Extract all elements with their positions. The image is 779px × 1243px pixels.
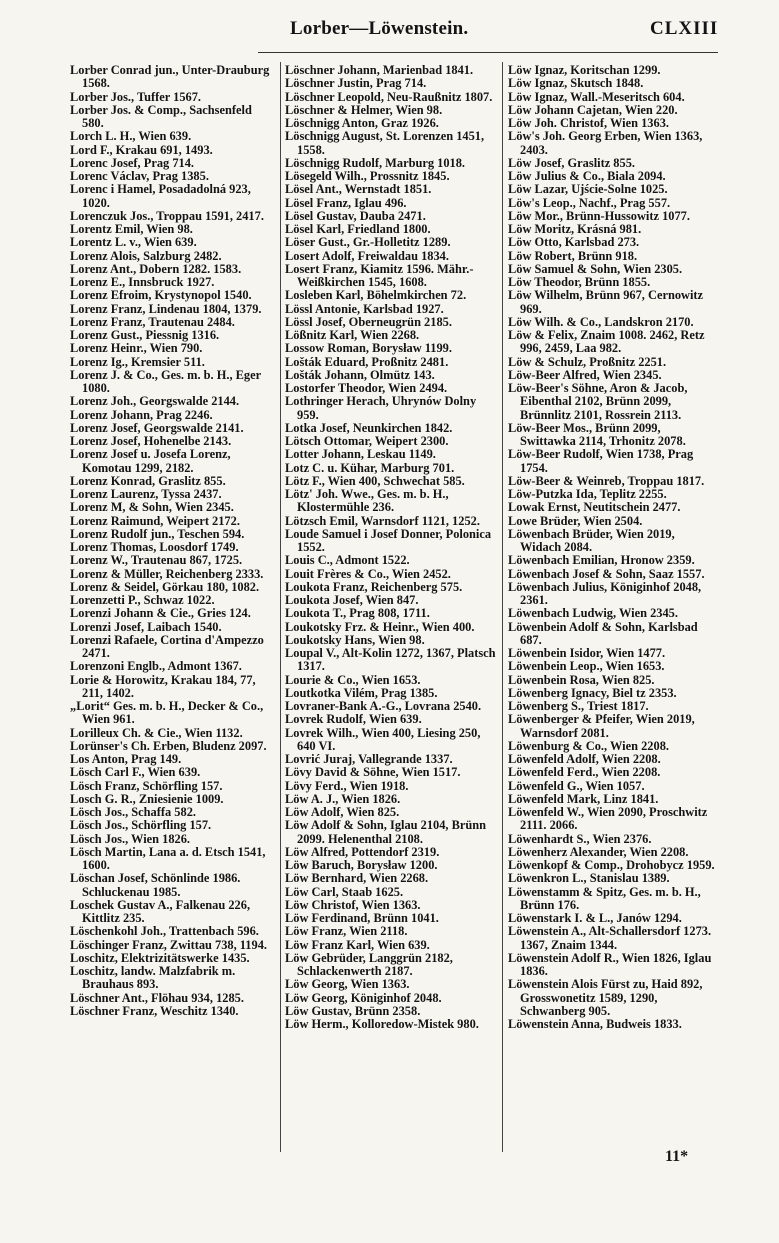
directory-entry: Löwenfeld Mark, Linz 1841. xyxy=(508,791,659,806)
directory-entry: Löschner & Helmer, Wien 98. xyxy=(285,102,443,117)
directory-entry: Lösch Martin, Lana a. d. Etsch 1541, 1600. xyxy=(70,844,266,872)
directory-entry: Lorünser's Ch. Erben, Bludenz 2097. xyxy=(70,738,267,753)
directory-entry: Lorenz Rudolf jun., Teschen 594. xyxy=(70,526,245,541)
column-1 xyxy=(70,64,274,1164)
directory-entry: Löwenstein Adolf R., Wien 1826, Iglau 1836. xyxy=(508,950,712,978)
directory-entry: Lösch Jos., Wien 1826. xyxy=(70,831,191,846)
directory-entry: Lorenz Ig., Kremsier 511. xyxy=(70,354,205,369)
directory-entry: Losch G. R., Zniesienie 1009. xyxy=(70,791,224,806)
directory-entry: Löw-Putzka Ida, Teplitz 2255. xyxy=(508,487,667,501)
directory-entry: Löw Franz Karl, Wien 639. xyxy=(285,937,430,952)
directory-entry: Loupal V., Alt-Kolin 1272, 1367, Platsch 1317. xyxy=(285,646,496,674)
directory-entry: Löschner Franz, Weschitz 1340. xyxy=(70,1003,239,1018)
directory-entry: Losleben Karl, Böhelmkirchen 72. xyxy=(285,288,467,303)
directory-entry: Löw-Beer & Weinreb, Troppau 1817. xyxy=(508,473,705,488)
directory-entry: Lošták Johann, Olmütz 143. xyxy=(285,367,435,382)
directory-entry: Lossow Roman, Borysław 1199. xyxy=(285,341,452,356)
directory-entry: Löw-Beer's Söhne, Aron & Jacob, Eibenthal 2102, Brünn 2099, Brünnlitz 2101, Rossrein 2113. xyxy=(508,381,688,422)
directory-entry: Lösch Jos., Schaffa 582. xyxy=(70,805,196,819)
directory-entry: Loukota T., Prag 808, 1711. xyxy=(285,606,430,621)
directory-entry: Löw Ferdinand, Brünn 1041. xyxy=(285,911,439,925)
directory-entry: Lorenc Václav, Prag 1385. xyxy=(70,169,209,183)
directory-entry: Löw-Beer Mos., Brünn 2099, Swittawka 2114, Trhonitz 2078. xyxy=(508,420,686,448)
directory-entry: Lösel Karl, Friedland 1800. xyxy=(285,222,431,236)
directory-entry: Löschnigg Rudolf, Marburg 1018. xyxy=(285,155,466,170)
directory-entry: Lorber Conrad jun., Unter-Drauburg 1568. xyxy=(70,64,270,91)
directory-entry: Löw & Schulz, Proßnitz 2251. xyxy=(508,354,667,369)
directory-entry: Löw Herm., Kolloredow-Mistek 980. xyxy=(285,1017,479,1031)
directory-entry: Lorenz Gust., Piessnig 1316. xyxy=(70,328,220,342)
directory-entry: Löw Carl, Staab 1625. xyxy=(285,884,404,899)
directory-entry: Löwenbach Emilian, Hronow 2359. xyxy=(508,553,695,568)
directory-entry: Löw Josef, Graslitz 855. xyxy=(508,155,635,170)
directory-entry: Löwenstein A., Alt-Schallersdorf 1273. 1367, Znaim 1344. xyxy=(508,924,712,952)
directory-entry: Löw Mor., Brünn-Hussowitz 1077. xyxy=(508,208,690,223)
directory-entry: Löschner Justin, Prag 714. xyxy=(285,76,427,91)
running-title: Lorber—Löwenstein. xyxy=(290,18,469,39)
directory-entry: Lössl Antonie, Karlsbad 1927. xyxy=(285,301,444,316)
directory-entry: Lothringer Herach, Uhrynów Dolny 959. xyxy=(285,394,477,422)
directory-entry: Löw Franz, Wien 2118. xyxy=(285,924,408,939)
directory-entry: Löw Johann Cajetan, Wien 220. xyxy=(508,102,678,117)
directory-entry: Lord F., Krakau 691, 1493. xyxy=(70,142,213,157)
directory-entry: Löwenstamm & Spitz, Ges. m. b. H., Brünn 176. xyxy=(508,884,701,912)
directory-entry: Löw A. J., Wien 1826. xyxy=(285,791,401,806)
directory-entry: Löwenberg Ignacy, Biel tz 2353. xyxy=(508,685,677,700)
directory-entry: Lovrić Juraj, Vallegrande 1337. xyxy=(285,752,453,766)
directory-entry: Lorenz M, & Sohn, Wien 2345. xyxy=(70,500,234,515)
directory-entry: Löschnigg Anton, Graz 1926. xyxy=(285,116,439,130)
directory-entry: Lorenz Konrad, Graslitz 855. xyxy=(70,473,226,488)
directory-entry: Lorenzi Josef, Laibach 1540. xyxy=(70,619,222,634)
signature-mark: 11* xyxy=(665,1148,689,1165)
directory-entry: Löw Robert, Brünn 918. xyxy=(508,248,638,263)
directory-entry: Lötz F., Wien 400, Schwechat 585. xyxy=(285,473,465,488)
directory-entry: Lorenz & Müller, Reichenberg 2333. xyxy=(70,566,264,581)
directory-entry: Löw Samuel & Sohn, Wien 2305. xyxy=(508,261,683,276)
directory-entry: Lorenz Alois, Salzburg 2482. xyxy=(70,248,222,263)
directory-entry: Löwenkron L., Stanislau 1389. xyxy=(508,871,670,886)
directory-entry: Loude Samuel i Josef Donner, Polonica 1552. xyxy=(285,526,492,554)
directory-entry: Löschinger Franz, Zwittau 738, 1194. xyxy=(70,937,267,952)
directory-entry: Lorenz Josef, Georgswalde 2141. xyxy=(70,420,244,435)
directory-entry: Lorenz J. & Co., Ges. m. b. H., Eger 1080. xyxy=(70,367,261,395)
directory-entry: Lötz' Joh. Wwe., Ges. m. b. H., Klostermühle 236. xyxy=(285,487,449,515)
directory-entry: Löw's Leop., Nachf., Prag 557. xyxy=(508,195,671,210)
directory-entry: Löw Alfred, Pottendorf 2319. xyxy=(285,844,440,859)
directory-entry: Lorch L. H., Wien 639. xyxy=(70,129,192,144)
directory-entry: Löwenberger & Pfeifer, Wien 2019, Warnsdorf 2081. xyxy=(508,712,695,740)
directory-entry: Loschitz, landw. Malzfabrik m. Brauhaus 893. xyxy=(70,964,236,992)
directory-entry: Lorenz Franz, Lindenau 1804, 1379. xyxy=(70,301,262,316)
directory-entry: Löschenkohl Joh., Trattenbach 596. xyxy=(70,924,259,939)
directory-entry: Lorie & Horowitz, Krakau 184, 77, 211, 1402. xyxy=(70,672,256,700)
directory-entry: Löw Wilh. & Co., Landskron 2170. xyxy=(508,314,694,329)
directory-entry: Löschner Johann, Marienbad 1841. xyxy=(285,64,474,77)
directory-entry: Löw Ignaz, Skutsch 1848. xyxy=(508,76,644,91)
directory-entry: Lorenz Efroim, Krystynopol 1540. xyxy=(70,288,252,303)
directory-entry: Löw-Beer Rudolf, Wien 1738, Prag 1754. xyxy=(508,447,694,475)
directory-entry: Lorilleux Ch. & Cie., Wien 1132. xyxy=(70,725,243,740)
directory-entry: Lorentz L. v., Wien 639. xyxy=(70,235,197,250)
directory-entry: Loutkotka Vilém, Prag 1385. xyxy=(285,685,438,700)
directory-entry: Löwenstein Anna, Budweis 1833. xyxy=(508,1017,682,1031)
directory-entry: Löwenfeld G., Wien 1057. xyxy=(508,778,645,793)
directory-entry: Löw Moritz, Krásná 981. xyxy=(508,222,642,236)
directory-entry: Löwenstark I. & L., Janów 1294. xyxy=(508,911,682,925)
directory-entry: Löw Otto, Karlsbad 273. xyxy=(508,235,640,250)
directory-entry: Lorenz Raimund, Weipert 2172. xyxy=(70,513,240,528)
directory-entry: Lostorfer Theodor, Wien 2494. xyxy=(285,381,448,395)
directory-entry: Lorenz Joh., Georgswalde 2144. xyxy=(70,394,240,409)
column-divider xyxy=(280,62,281,1152)
directory-entry: Lössl Josef, Oberneugrün 2185. xyxy=(285,314,452,329)
directory-entry: Löw Georg, Königinhof 2048. xyxy=(285,990,442,1005)
directory-entry: Louis C., Admont 1522. xyxy=(285,553,410,568)
directory-entry: Lorenz Thomas, Loosdorf 1749. xyxy=(70,540,239,554)
directory-entry: Lorenz E., Innsbruck 1927. xyxy=(70,275,215,289)
directory-entry: Löwenfeld Ferd., Wien 2208. xyxy=(508,765,661,780)
directory-entry: Lorber Jos., Tuffer 1567. xyxy=(70,89,202,104)
column-divider xyxy=(502,62,503,1152)
directory-entry: Löw Gustav, Brünn 2358. xyxy=(285,1003,421,1018)
directory-entry: Lötsch Ottomar, Weipert 2300. xyxy=(285,434,449,448)
directory-entry: Lorenz Franz, Trautenau 2484. xyxy=(70,314,235,329)
directory-entry: Lošták Eduard, Proßnitz 2481. xyxy=(285,354,449,369)
directory-entry: Lorenczuk Jos., Troppau 1591, 2417. xyxy=(70,208,264,223)
directory-entry: Löw Julius & Co., Biala 2094. xyxy=(508,169,666,183)
directory-entry: Lötzsch Emil, Warnsdorf 1121, 1252. xyxy=(285,513,480,528)
directory-entry: Löwenstein Alois Fürst zu, Haid 892, Grosswonetitz 1589, 1290, Schwanberg 905. xyxy=(508,977,703,1018)
directory-entry: Loschek Gustav A., Falkenau 226, Kittlitz 235. xyxy=(70,897,251,925)
directory-entry: Lovrek Wilh., Wien 400, Liesing 250, 640 VI. xyxy=(285,725,481,753)
directory-entry: Löwenbach Julius, Königinhof 2048, 2361. xyxy=(508,579,702,607)
directory-entry: Lotz C. u. Kühar, Marburg 701. xyxy=(285,460,455,475)
directory-entry: Lowe Brüder, Wien 2504. xyxy=(508,513,643,528)
page-header xyxy=(0,10,779,50)
directory-entry: Löwenburg & Co., Wien 2208. xyxy=(508,738,669,753)
column-2 xyxy=(285,64,497,1164)
directory-entry: Lowak Ernst, Neutitschein 2477. xyxy=(508,500,681,515)
directory-entry: Löw Georg, Wien 1363. xyxy=(285,977,410,992)
directory-entry: Lorenz Josef, Hohenelbe 2143. xyxy=(70,434,232,448)
directory-entry: Lösel Ant., Wernstadt 1851. xyxy=(285,182,432,197)
directory-entry: Lorentz Emil, Wien 98. xyxy=(70,222,193,236)
directory-entry: Lorenz Josef u. Josefa Lorenz, Komotau 1299, 2182. xyxy=(70,447,231,475)
directory-entry: Löwenfeld Adolf, Wien 2208. xyxy=(508,752,661,766)
directory-entry: Loukota Josef, Wien 847. xyxy=(285,593,419,607)
directory-entry: Löwenhardt S., Wien 2376. xyxy=(508,831,652,846)
directory-entry: Lorenc Josef, Prag 714. xyxy=(70,155,194,170)
directory-entry: Löw Bernhard, Wien 2268. xyxy=(285,871,429,886)
column-3 xyxy=(508,64,716,1164)
directory-entry: Löschan Josef, Schönlinde 1986. Schluckenau 1985. xyxy=(70,871,241,899)
directory-entry: Löwenbach Josef & Sohn, Saaz 1557. xyxy=(508,566,705,581)
directory-entry: Lorenzoni Englb., Admont 1367. xyxy=(70,659,242,674)
directory-entry: Löw Gebrüder, Langgrün 2182, Schlackenwerth 2187. xyxy=(285,950,453,978)
directory-entry: Löwenbein Isidor, Wien 1477. xyxy=(508,646,666,660)
directory-entry: Lorenz Johann, Prag 2246. xyxy=(70,407,213,422)
directory-entry: Lösch Carl F., Wien 639. xyxy=(70,765,201,780)
directory-entry: Lotter Johann, Leskau 1149. xyxy=(285,447,436,462)
directory-entry: Löw Theodor, Brünn 1855. xyxy=(508,275,651,289)
directory-entry: Lovrek Rudolf, Wien 639. xyxy=(285,712,422,727)
directory-entry: Lösch Jos., Schörfling 157. xyxy=(70,818,212,833)
directory-entry: Lorenz & Seidel, Görkau 180, 1082. xyxy=(70,579,260,594)
directory-entry: Löw Baruch, Borysław 1200. xyxy=(285,858,438,872)
directory-entry: Lösel Gustav, Dauba 2471. xyxy=(285,208,426,223)
directory-entry: Löwenbein Adolf & Sohn, Karlsbad 687. xyxy=(508,619,698,647)
directory-entry: Löw Ignaz, Wall.-Meseritsch 604. xyxy=(508,89,685,104)
directory-entry: Löw Wilhelm, Brünn 967, Cernowitz 969. xyxy=(508,288,704,316)
directory-entry: Lovraner-Bank A.-G., Lovrana 2540. xyxy=(285,699,482,713)
directory-entry: Lotka Josef, Neunkirchen 1842. xyxy=(285,420,453,435)
directory-entry: Löwenbach Ludwig, Wien 2345. xyxy=(508,606,678,621)
directory-entry: Löw Adolf, Wien 825. xyxy=(285,805,400,819)
directory-entry: Loschitz, Elektrizitätswerke 1435. xyxy=(70,950,250,965)
directory-entry: Lorenz W., Trautenau 867, 1725. xyxy=(70,553,243,568)
directory-entry: Löw & Felix, Znaim 1008. 2462, Retz 996, 2459, Laa 982. xyxy=(508,328,705,356)
directory-entry: Loukota Franz, Reichenberg 575. xyxy=(285,579,463,594)
directory-entry: Löwenbein Leop., Wien 1653. xyxy=(508,659,665,674)
directory-entry: Löw Adolf & Sohn, Iglau 2104, Brünn 2099. Helenenthal 2108. xyxy=(285,818,487,846)
directory-entry: Loukotsky Hans, Wien 98. xyxy=(285,632,425,647)
directory-entry: Lorenzi Rafaele, Cortina d'Ampezzo 2471. xyxy=(70,632,264,660)
directory-entry: Löwenherz Alexander, Wien 2208. xyxy=(508,844,689,859)
directory-entry: Lorenzetti P., Schwaz 1022. xyxy=(70,593,215,607)
directory-entry: Losert Adolf, Freiwaldau 1834. xyxy=(285,248,449,263)
directory-entry: Lorenz Heinr., Wien 790. xyxy=(70,341,203,356)
directory-entry: Löwenbach Brüder, Wien 2019, Widach 2084. xyxy=(508,526,675,554)
directory-entry: Löw Lazar, Ujście-Solne 1025. xyxy=(508,182,668,197)
directory-entry: Löwenfeld W., Wien 2090, Proschwitz 2111. 2066. xyxy=(508,805,708,833)
directory-entry: Lösegeld Wilh., Prossnitz 1845. xyxy=(285,169,450,183)
directory-entry: Lößnitz Karl, Wien 2268. xyxy=(285,328,420,342)
directory-entry: Los Anton, Prag 149. xyxy=(70,752,182,766)
directory-entry: Löschner Ant., Flöhau 934, 1285. xyxy=(70,990,244,1005)
directory-entry: Löschnigg August, St. Lorenzen 1451, 1558. xyxy=(285,129,485,157)
directory-entry: Löw Joh. Christof, Wien 1363. xyxy=(508,116,669,130)
directory-entry: Lorenc i Hamel, Posadadolná 923, 1020. xyxy=(70,182,251,210)
directory-entry: Löwenkopf & Comp., Drohobycz 1959. xyxy=(508,858,715,872)
directory-entry: Löser Gust., Gr.-Holletitz 1289. xyxy=(285,235,451,250)
directory-entry: „Lorit“ Ges. m. b. H., Decker & Co., Wien 961. xyxy=(70,699,264,727)
directory-entry: Lösel Franz, Iglau 496. xyxy=(285,195,407,210)
directory-entry: Lövy Ferd., Wien 1918. xyxy=(285,778,409,793)
directory-entry: Loukotsky Frz. & Heinr., Wien 400. xyxy=(285,619,475,634)
directory-entry: Löw-Beer Alfred, Wien 2345. xyxy=(508,367,662,382)
directory-entry: Löwenberg S., Triest 1817. xyxy=(508,699,649,713)
directory-entry: Lorenz Ant., Dobern 1282. 1583. xyxy=(70,261,242,276)
directory-entry: Lorber Jos. & Comp., Sachsenfeld 580. xyxy=(70,102,252,130)
header-rule xyxy=(258,52,718,53)
directory-entry: Lorenz Laurenz, Tyssa 2437. xyxy=(70,487,222,501)
directory-entry: Löw's Joh. Georg Erben, Wien 1363, 2403. xyxy=(508,129,703,157)
page-folio: CLXIII xyxy=(650,18,719,39)
directory-entry: Löwenbein Rosa, Wien 825. xyxy=(508,672,655,687)
directory-entry: Löw Ignaz, Koritschan 1299. xyxy=(508,64,661,77)
directory-entry: Lorenzi Johann & Cie., Gries 124. xyxy=(70,606,251,621)
directory-entry: Löw Christof, Wien 1363. xyxy=(285,897,421,912)
directory-entry: Losert Franz, Kiamitz 1596. Mähr.-Weißkirchen 1545, 1608. xyxy=(285,261,474,289)
directory-entry: Lövy David & Söhne, Wien 1517. xyxy=(285,765,461,780)
directory-entry: Lourie & Co., Wien 1653. xyxy=(285,672,421,687)
directory-entry: Löschner Leopold, Neu-Raußnitz 1807. xyxy=(285,89,493,104)
directory-entry: Louit Frères & Co., Wien 2452. xyxy=(285,566,451,581)
directory-entry: Lösch Franz, Schörfling 157. xyxy=(70,778,223,793)
